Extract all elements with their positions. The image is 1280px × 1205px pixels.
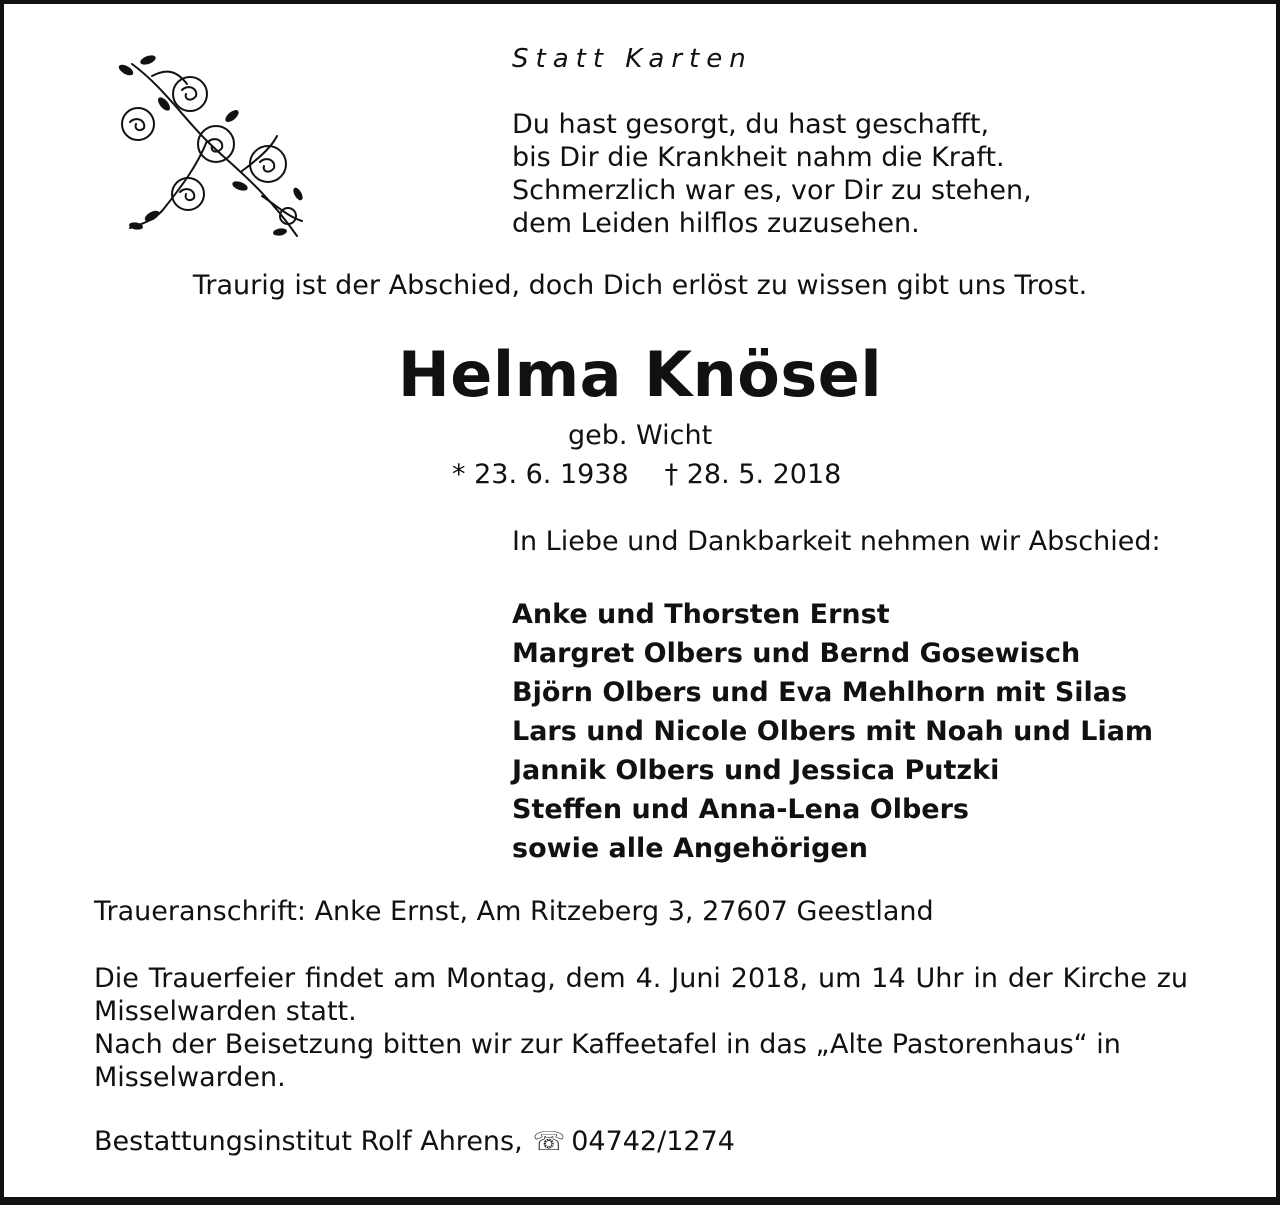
undertaker-name: Bestattungsinstitut Rolf Ahrens, (94, 1126, 523, 1157)
ceremony-info (94, 962, 1188, 1094)
birth-date: * 23. 6. 1938 (452, 459, 629, 490)
poem-line: Schmerzlich war es, vor Dir zu stehen, (512, 175, 1032, 206)
poem-line: bis Dir die Krankheit nahm die Kraft. (512, 142, 1005, 173)
mourner-entry: Steffen und Anna-Lena Olbers (512, 794, 969, 825)
mourner-entry: Björn Olbers und Eva Mehlhorn mit Silas (512, 677, 1128, 708)
coffee-text: Nach der Beisetzung bitten wir zur Kaffeetafel in das „Alte Pastorenhaus“ in Misselwarden. (94, 1029, 1121, 1093)
statt-karten-heading: Statt Karten (512, 44, 753, 74)
death-date: † 28. 5. 2018 (664, 459, 842, 490)
roses-illustration (112, 46, 312, 242)
mourner-entry: Margret Olbers und Bernd Gosewisch (512, 638, 1081, 669)
poem (512, 108, 1032, 240)
ceremony-text: Die Trauerfeier findet am Montag, dem 4. Juni 2018, um 14 Uhr in der Kirche zu Misselwarden statt. (94, 963, 1188, 1027)
mourners-list (512, 595, 1153, 868)
mourner-entry: Anke und Thorsten Ernst (512, 599, 890, 630)
poem-line: dem Leiden hilflos zuzusehen. (512, 208, 920, 239)
mourner-entry: Jannik Olbers und Jessica Putzki (512, 755, 1000, 786)
farewell-intro: In Liebe und Dankbarkeit nehmen wir Abschied: (512, 526, 1161, 557)
mourning-address: Traueranschrift: Anke Ernst, Am Ritzeberg 3, 27607 Geestland (94, 896, 934, 927)
telephone-icon: ☏ (532, 1127, 566, 1157)
life-dates (452, 459, 841, 490)
undertaker-line (94, 1126, 735, 1157)
trost-line: Traurig ist der Abschied, doch Dich erlöst zu wissen gibt uns Trost. (192, 270, 1088, 301)
undertaker-phone: 04742/1274 (571, 1126, 735, 1157)
birth-name: geb. Wicht (568, 420, 713, 451)
mourner-entry: Lars und Nicole Olbers mit Noah und Liam (512, 716, 1154, 747)
mourner-entry: sowie alle Angehörigen (512, 833, 868, 864)
deceased-name: Helma Knösel (397, 338, 883, 411)
poem-line: Du hast gesorgt, du hast geschafft, (512, 109, 990, 140)
